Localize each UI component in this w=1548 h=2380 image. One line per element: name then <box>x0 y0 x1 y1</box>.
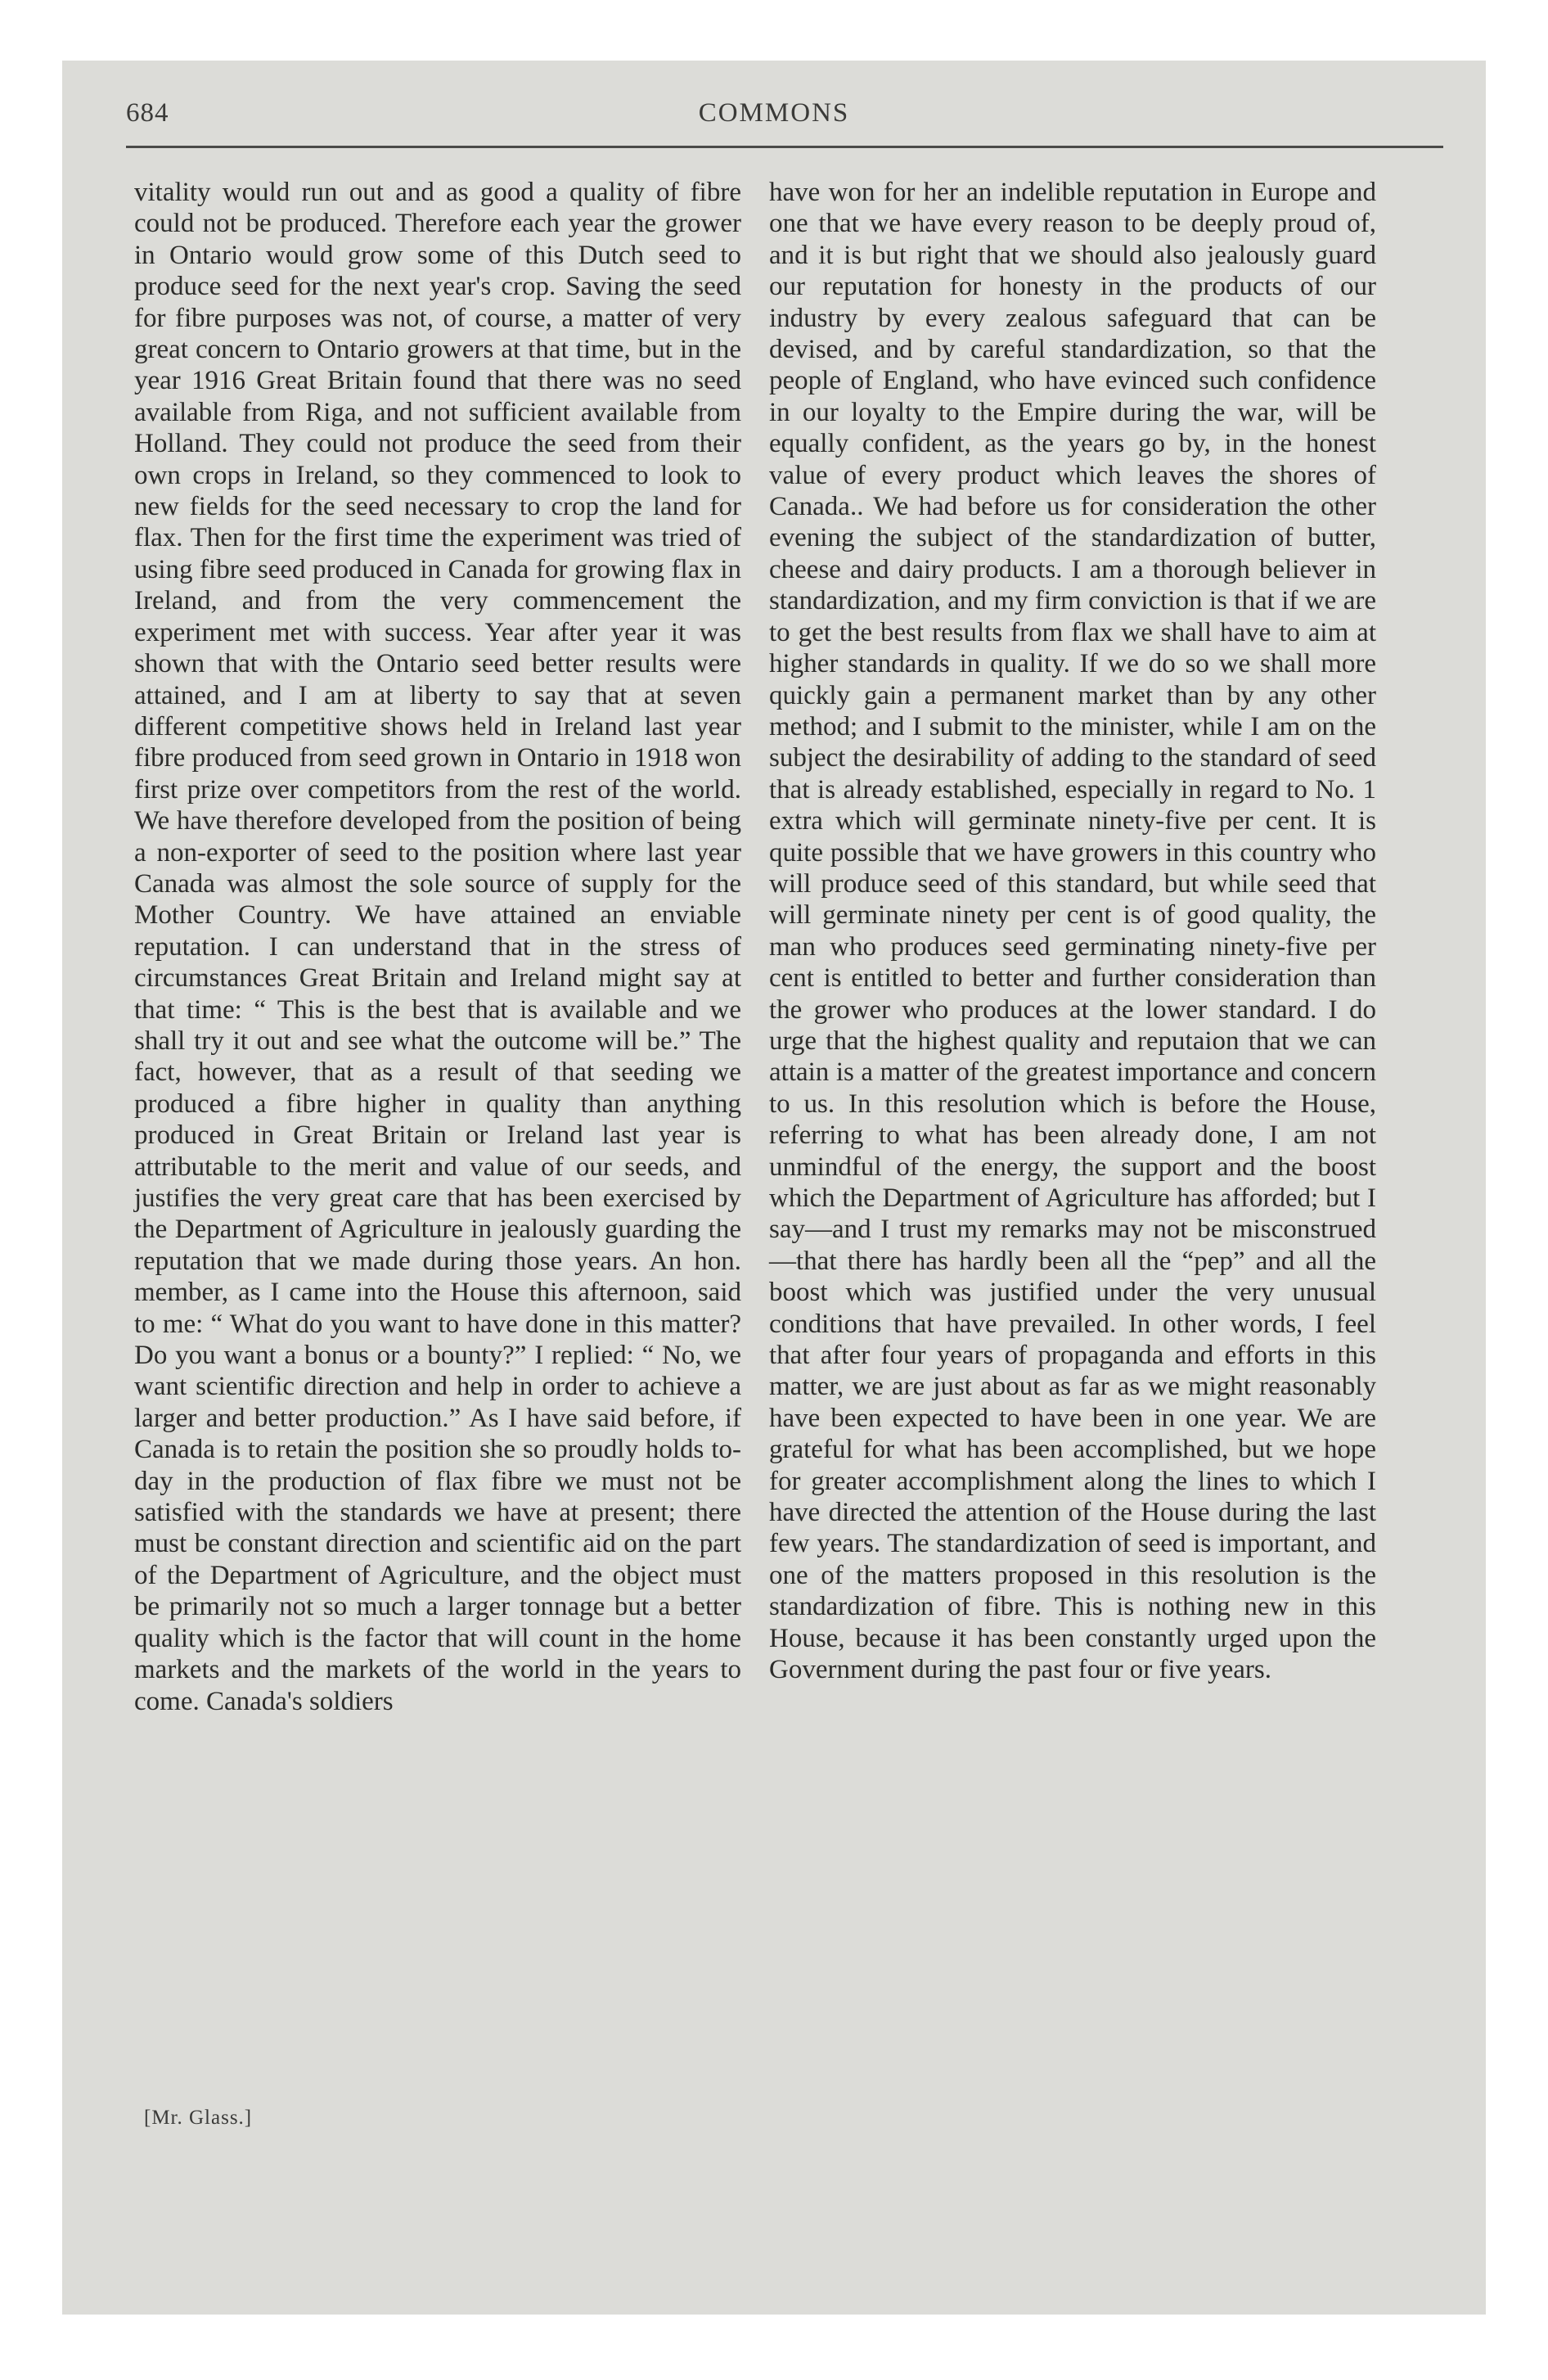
left-column-text: vitality would run out and as good a quality of fibre could not be produced. Therefore each year the grower in Ontario would grow some of this Dutch seed to produce seed for the next year's crop. Saving the seed for fibre purposes was not, of course, a matter of very great concern to Ontario growers at that time, but in the year 1916 Great Britain found that there was no seed available from Riga, and not sufficient available from Holland. They could not produce the seed from their own crops in Ireland, so they commenced to look to new fields for the seed necessary to crop the land for flax. Then for the first time the experiment was tried of using fibre seed produced in Canada for growing flax in Ireland, and from the very commencement the experiment met with success. Year after year it was shown that with the Ontario seed better results were attained, and I am at liberty to say that at seven different competitive shows held in Ireland last year fibre produced from seed grown in Ontario in 1918 won first prize over competitors from the rest of the world. We have therefore developed from the position of being a non-exporter of seed to the position where last year Canada was almost the sole source of supply for the Mother Country. We have attained an enviable reputation. I can understand that in the stress of circumstances Great Britain and Ireland might say at that time: “ This is the best that is available and we shall try it out and see what the outcome will be.” The fact, however, that as a result of that seeding we produced a fibre higher in quality than anything produced in Great Britain or Ireland last year is attributable to the merit and value of our seeds, and justifies the very great care that has been exercised by the Department of Agriculture in jealously guarding the reputation that we made during those years. An hon. member, as I came into the House this afternoon, said to me: “ What do you want to have done in this matter? Do you want a bonus or a bounty?” I replied: “ No, we want scientific direction and help in order to achieve a larger and better production.” As I have said before, if Canada is to retain the position she so proudly holds to-day in the production of flax fibre we must not be satisfied with the standards we have at present; there must be constant direction and scientific aid on the part of the Department of Agriculture, and the object must be primarily not so much a larger tonnage but a better quality which is the factor that will count in the home markets and the markets of the world in the years to come. Canada's soldiers <box>134 178 741 1716</box>
document-page <box>62 61 1486 2315</box>
page-number: 684 <box>126 98 169 128</box>
right-column <box>769 177 1376 1686</box>
page-header <box>62 98 1486 139</box>
right-column-text: have won for her an indelible reputation in Europe and one that we have every reason to be deeply proud of, and it is but right that we should also jealously guard our reputation for honesty in the products of our industry by every zealous safeguard that can be devised, and by careful standardization, so that the people of England, who have evinced such confidence in our loyalty to the Empire during the war, will be equally confident, as the years go by, in the honest value of every product which leaves the shores of Canada.. We had before us for consideration the other evening the subject of the standardization of butter, cheese and dairy products. I am a thorough believer in standardization, and my firm conviction is that if we are to get the best results from flax we shall have to aim at higher standards in quality. If we do so we shall more quickly gain a permanent market than by any other method; and I submit to the minister, while I am on the subject the desirability of adding to the standard of seed that is already established, especially in regard to No. 1 extra which will germinate ninety-five per cent. It is quite possible that we have growers in this country who will produce seed of this standard, but while seed that will germinate ninety per cent is of good quality, the man who produces seed germinating ninety-five per cent is entitled to better and further consideration than the grower who produces at the lower standard. I do urge that the highest quality and reputaion that we can attain is a matter of the greatest importance and concern to us. In this resolution which is before the House, referring to what has been already done, I am not unmindful of the energy, the support and the boost which the Department of Agriculture has afforded; but I say—and I trust my remarks may not be misconstrued—that there has hardly been all the “pep” and all the boost which was justified under the very unusual conditions that have prevailed. In other words, I feel that after four years of propaganda and efforts in this matter, we are just about as far as we might reasonably have been expected to have been in one year. We are grateful for what has been accomplished, but we hope for greater accomplishment along the lines to which I have directed the attention of the House during the last few years. The standardization of seed is important, and one of the matters proposed in this resolution is the standardization of fibre. This is nothing new in this House, because it has been constantly urged upon the Government during the past four or five years. <box>769 178 1376 1685</box>
running-head: COMMONS <box>698 98 850 128</box>
speaker-attribution: [Mr. Glass.] <box>144 2107 253 2129</box>
header-rule <box>126 146 1443 148</box>
left-column <box>134 177 741 1717</box>
